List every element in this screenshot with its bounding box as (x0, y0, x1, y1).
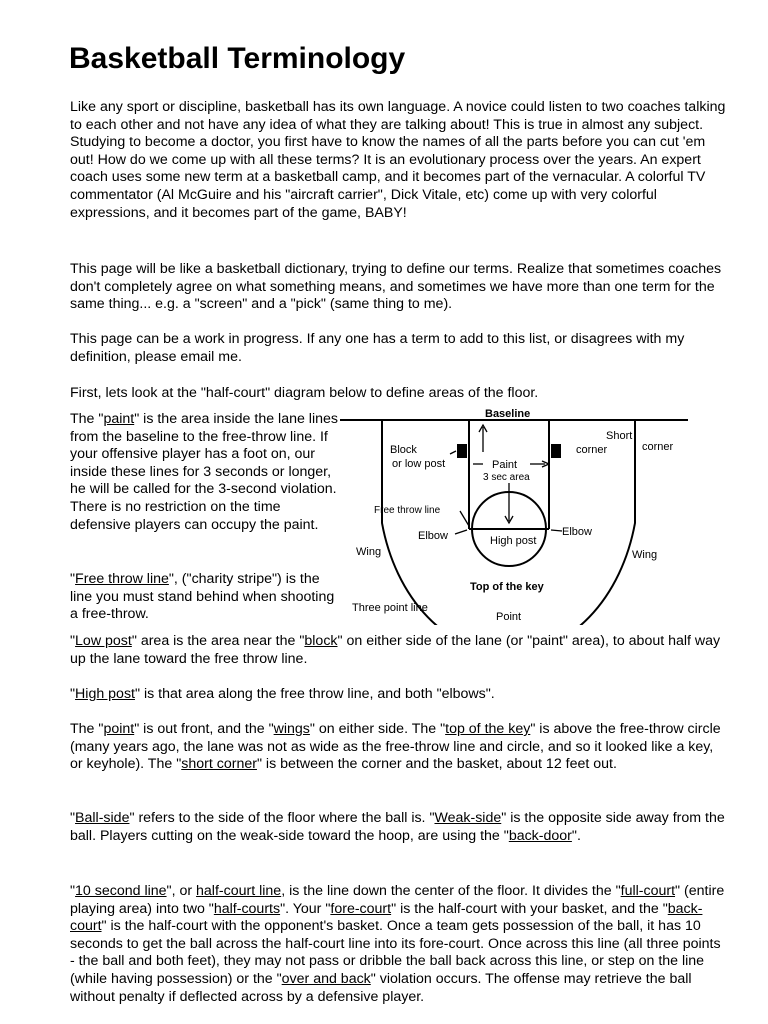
term: back-door (508, 827, 572, 844)
term: 10 second line (75, 883, 167, 899)
label-corner: corner (642, 441, 674, 453)
text-run: The " (70, 721, 104, 737)
text-run: ", or (166, 883, 197, 899)
term: paint (103, 411, 135, 427)
ten-second-line-definition (70, 883, 726, 1006)
free-throw-pointer (460, 511, 469, 526)
text-run: " is above the free-throw circle (many years ago, the lane was not as wide as the free-throw line and circle, and so it looked like a key, or keyhole). The " (70, 721, 721, 773)
term: over and back (281, 970, 371, 987)
text-run: " (70, 571, 76, 587)
term: High post (75, 686, 135, 702)
text-run: " is the half-court with your basket, and the " (391, 900, 668, 917)
text-run: " is the opposite side away from the ball. Players cutting on the weak-side toward the hoop, are using the " (70, 810, 725, 844)
text-run: " is between the corner and the basket, about 12 feet out. (256, 756, 617, 773)
text-run: " is out front, and the " (134, 721, 274, 737)
label-free-throw-line: Free throw line (374, 505, 441, 516)
label-point: Point (496, 611, 522, 623)
text-run: " refers to the side of the floor where the ball is. " (129, 810, 435, 826)
label-elbow-left: Elbow (418, 530, 448, 542)
text-run: " (70, 633, 76, 649)
elbow-right-pointer (551, 530, 562, 531)
text-run: " (70, 883, 76, 899)
page-title: Basketball Terminology (69, 42, 406, 75)
term: Weak-side (434, 810, 502, 826)
term: block (304, 633, 338, 649)
label-paint: Paint (492, 459, 518, 471)
elbow-left-pointer (455, 530, 467, 534)
term: full-court (620, 883, 676, 899)
text-run: ". (571, 827, 581, 844)
text-run: " violation occurs. The offense may retrieve the ball without penalty if deflected across by a defensive player. (70, 970, 692, 1005)
label-top-of-key: Top of the key (470, 581, 544, 593)
point-wings-definition (70, 721, 726, 774)
term: top of the key (445, 721, 531, 737)
text-run: The " (70, 411, 104, 427)
text-run: " (70, 686, 76, 702)
intro-paragraph-4: First, lets look at the "half-court" diagram below to define areas of the floor. (70, 385, 539, 401)
term: Low post (75, 633, 132, 649)
free-throw-line-definition (70, 571, 342, 624)
half-court-diagram (340, 403, 690, 625)
term: short corner (181, 756, 257, 773)
text-run: " is the half-court with the opponent's basket. Once a team gets possession of the ball, it has 10 seconds to get the ball across the half-court line into its fore-court. Once across this line (all three points - the ball and both feet), they may not pass or dribble the ball back across this line, or step on the line (while having possession) or the " (70, 918, 721, 987)
text-run: " is that area along the free throw line, and both "elbows". (134, 686, 495, 702)
block-left (457, 444, 467, 458)
block-pointer (450, 451, 456, 454)
term: half-court line (196, 883, 282, 899)
label-three-point-line: Three point line (352, 602, 428, 614)
label-short-corner-2: corner (576, 444, 608, 456)
label-block-2: or low post (392, 458, 446, 470)
text-run: ", ("charity stripe") is the line you must stand behind when shooting a free-throw. (70, 571, 335, 623)
text-run: " is the area inside the lane lines from the baseline to the free-throw line. If your offensive player has a foot on, our inside these lines for 3 seconds or longer, he will be called for the 3-second violation. There is no restriction on the time defensive players can occupy the paint. (70, 411, 338, 533)
term: wings (273, 721, 310, 737)
high-post-definition (70, 686, 726, 704)
term: back-court (70, 900, 703, 935)
label-wing-right: Wing (632, 549, 658, 561)
low-post-definition (70, 633, 726, 668)
text-run: " (entire playing area) into two " (70, 883, 725, 917)
text-run: , is the line down the center of the floor. It divides the " (281, 883, 621, 899)
block-right (551, 444, 561, 458)
term: point (103, 721, 135, 737)
term: fore-court (330, 900, 392, 917)
label-high-post: High post (490, 535, 537, 547)
text-run: " on either side. The " (309, 721, 446, 737)
text-run: " on either side of the lane (or "paint" area), to about half way up the lane toward the free throw line. (70, 633, 721, 667)
intro-paragraph-1: Like any sport or discipline, basketball has its own language. A novice could listen to two coaches talking to each other and not have any idea of what they are talking about! This is true in almost any subject. Studying to become a doctor, you first have to know the names of all the parts before you can cut 'em out! How do we come up with all these terms? It is an evolutionary process over the years. An expert coach uses some new term at a basketball camp, and it becomes part of the vernacular. A colorful TV commentator (Al McGuire and his "aircraft carrier", Dick Vitale, etc) come up with very colorful expressions, and it becomes part of the game, BABY! (70, 99, 726, 221)
term: Free throw line (75, 571, 169, 587)
intro-paragraph-3: This page can be a work in progress. If any one has a term to add to this list, or disagrees with my definition, please email me. (70, 331, 685, 365)
label-elbow-right: Elbow (562, 526, 592, 538)
term: Ball-side (75, 810, 130, 826)
text-run: " (70, 810, 76, 826)
text-run: ". Your " (280, 900, 331, 917)
text-run: " area is the area near the " (131, 633, 305, 649)
label-block-1: Block (390, 444, 417, 456)
label-three-sec: 3 sec area (483, 472, 530, 483)
ball-side-definition (70, 810, 726, 845)
term: half-courts (213, 900, 281, 917)
intro-paragraph-2: This page will be like a basketball dictionary, trying to define our terms. Realize that sometimes coaches don't completely agree on what something means, and sometimes we have more than one term for the same thing... e.g. a "screen" and a "pick" (same thing to me). (70, 261, 722, 313)
label-wing-left: Wing (356, 546, 382, 558)
label-short-corner-1: Short (606, 430, 633, 442)
paint-definition (70, 411, 342, 534)
label-baseline: Baseline (485, 408, 531, 420)
